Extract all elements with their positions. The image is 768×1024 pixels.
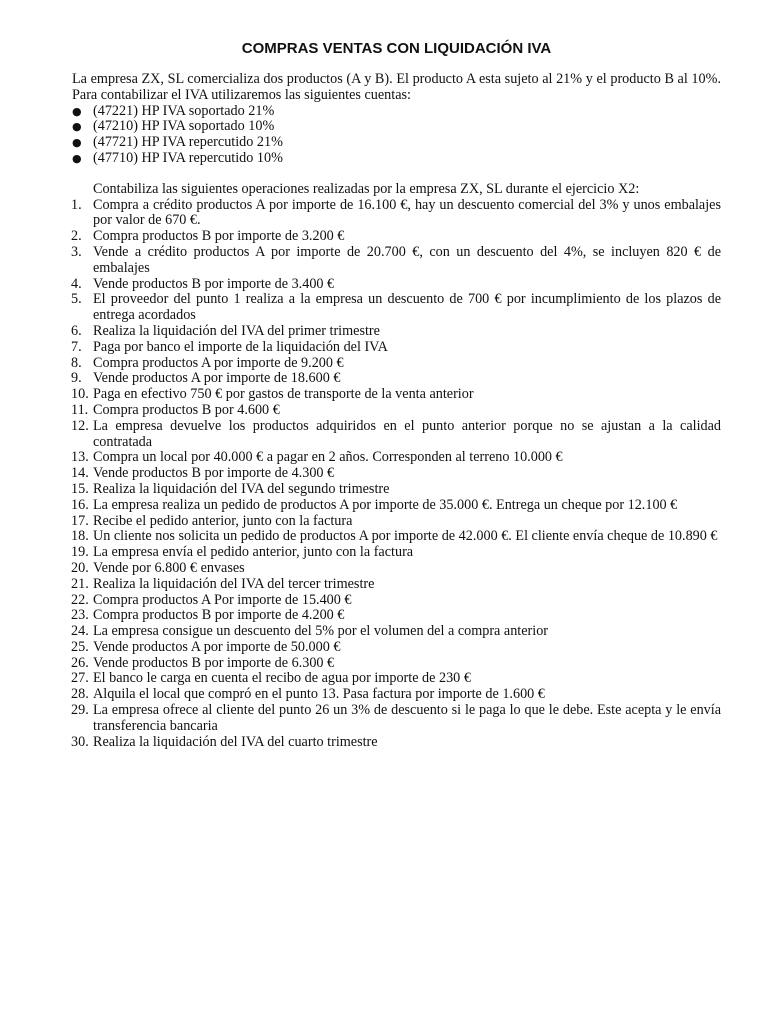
document-title: COMPRAS VENTAS CON LIQUIDACIÓN IVA — [241, 40, 552, 57]
operation-item — [72, 387, 721, 403]
operation-number: 15. — [71, 480, 89, 497]
operation-item — [72, 640, 721, 656]
operation-number: 18. — [71, 528, 89, 545]
operation-item — [72, 545, 721, 561]
operation-number: 11. — [71, 401, 89, 418]
operation-number: 4. — [71, 275, 82, 292]
operation-number: 10. — [71, 386, 89, 403]
operation-number: 25. — [71, 638, 89, 655]
operation-number: 14. — [71, 465, 89, 482]
operation-item — [72, 735, 721, 751]
account-label: (47210) HP IVA soportado 10% — [93, 118, 275, 135]
operation-item — [72, 324, 721, 340]
operation-item — [72, 229, 721, 245]
operation-text: La empresa envía el pedido anterior, junto con la factura — [93, 544, 414, 561]
operation-number: 19. — [71, 544, 89, 561]
intro-paragraph: La empresa ZX, SL comercializa dos productos (A y B). El producto A esta sujeto al 21% y el producto B al 10%. Para contabilizar el IVA utilizaremos las siguientes cuentas: — [72, 71, 721, 103]
operation-text: Vende productos A por importe de 50.000 € — [93, 638, 341, 655]
operation-number: 7. — [71, 338, 82, 355]
operation-text: Un cliente nos solicita un pedido de productos A por importe de 42.000 €. El cliente envía cheque de 10.890 € — [93, 528, 718, 545]
operation-number: 13. — [71, 449, 89, 466]
operation-number: 17. — [71, 512, 89, 529]
operation-text: Compra productos B por importe de 4.200 € — [93, 607, 345, 624]
bullet-icon: ● — [72, 151, 82, 165]
operation-number: 8. — [71, 354, 82, 371]
operation-text: Compra productos B por 4.600 € — [93, 401, 280, 418]
operation-item — [72, 703, 721, 735]
account-item — [72, 151, 721, 167]
operation-text: Vende a crédito productos A por importe de 20.700 €, con un descuento del 4%, se incluyen 820 € de embalajes — [93, 243, 721, 276]
operation-text: La empresa consigue un descuento del 5% por el volumen del a compra anterior — [93, 623, 549, 640]
account-item — [72, 135, 721, 151]
operation-item — [72, 356, 721, 372]
operation-number: 9. — [71, 370, 82, 387]
operation-text: Realiza la liquidación del IVA del tercer trimestre — [93, 575, 375, 592]
operation-text: Paga en efectivo 750 € por gastos de transporte de la venta anterior — [93, 386, 474, 403]
operation-number: 27. — [71, 670, 89, 687]
operation-item — [72, 529, 721, 545]
bullet-icon: ● — [72, 120, 82, 134]
operation-item — [72, 482, 721, 498]
operation-text: Compra productos A Por importe de 15.400 € — [93, 591, 352, 608]
operation-text: El banco le carga en cuenta el recibo de agua por importe de 230 € — [93, 670, 471, 687]
operation-number: 16. — [71, 496, 89, 513]
operation-item — [72, 292, 721, 324]
operation-text: Vende productos B por importe de 6.300 € — [93, 654, 335, 671]
operation-number: 28. — [71, 686, 89, 703]
document-page — [72, 40, 721, 750]
operation-item — [72, 577, 721, 593]
operation-text: El proveedor del punto 1 realiza a la empresa un descuento de 700 € por incumplimiento de los plazos de entrega acordados — [93, 291, 721, 324]
operation-number: 30. — [71, 733, 89, 750]
account-label: (47710) HP IVA repercutido 10% — [93, 149, 283, 166]
operation-text: Recibe el pedido anterior, junto con la factura — [93, 512, 353, 529]
operation-item — [72, 671, 721, 687]
operation-text: La empresa ofrece al cliente del punto 26 un 3% de descuento si le paga lo que le debe. Este acepta y le envía transferencia bancaria — [93, 702, 721, 734]
operation-number: 1. — [71, 196, 82, 213]
operation-number: 22. — [71, 591, 89, 608]
operation-number: 23. — [71, 607, 89, 624]
operation-item — [72, 198, 721, 230]
account-label: (47721) HP IVA repercutido 21% — [93, 134, 283, 151]
bullet-icon: ● — [72, 136, 82, 150]
operation-text: Compra a crédito productos A por importe de 16.100 €, hay un descuento comercial del 3% y unos embalajes por valor de 670 €. — [93, 196, 721, 229]
operation-number: 3. — [71, 243, 82, 260]
operation-item — [72, 656, 721, 672]
operation-item — [72, 498, 721, 514]
operation-number: 26. — [71, 654, 89, 671]
operation-text: Vende productos B por importe de 3.400 € — [93, 275, 335, 292]
operation-item — [72, 608, 721, 624]
bullet-icon: ● — [72, 104, 82, 118]
operation-text: Vende productos B por importe de 4.300 € — [93, 465, 335, 482]
operation-number: 20. — [71, 559, 89, 576]
operation-item — [72, 245, 721, 277]
operation-text: Realiza la liquidación del IVA del segundo trimestre — [93, 480, 390, 497]
operation-number: 29. — [71, 702, 89, 719]
operations-lead: Contabiliza las siguientes operaciones realizadas por la empresa ZX, SL durante el ejercicio X2: — [93, 180, 640, 197]
operation-text: Vende por 6.800 € envases — [93, 559, 245, 576]
operation-number: 2. — [71, 228, 82, 245]
operation-text: La empresa realiza un pedido de productos A por importe de 35.000 €. Entrega un cheque por 12.100 € — [93, 496, 678, 513]
account-label: (47221) HP IVA soportado 21% — [93, 102, 275, 119]
operation-text: Realiza la liquidación del IVA del primer trimestre — [93, 322, 380, 339]
operation-item — [72, 466, 721, 482]
accounts-list — [72, 104, 721, 167]
operation-item — [72, 450, 721, 466]
operation-item — [72, 624, 721, 640]
operation-item — [72, 593, 721, 609]
account-item — [72, 119, 721, 135]
operation-item — [72, 371, 721, 387]
operation-text: Alquila el local que compró en el punto 13. Pasa factura por importe de 1.600 € — [93, 686, 545, 703]
operation-item — [72, 403, 721, 419]
operation-item — [72, 419, 721, 451]
operation-number: 5. — [71, 291, 82, 308]
operation-item — [72, 277, 721, 293]
account-item — [72, 104, 721, 120]
operation-number: 21. — [71, 575, 89, 592]
operations-list — [72, 198, 721, 751]
operation-number: 12. — [71, 417, 89, 434]
operation-text: Compra un local por 40.000 € a pagar en 2 años. Corresponden al terreno 10.000 € — [93, 449, 563, 466]
operation-number: 24. — [71, 623, 89, 640]
operation-text: Compra productos A por importe de 9.200 € — [93, 354, 344, 371]
operation-item — [72, 340, 721, 356]
operation-item — [72, 514, 721, 530]
operation-item — [72, 687, 721, 703]
operation-text: Vende productos A por importe de 18.600 € — [93, 370, 341, 387]
operation-text: Compra productos B por importe de 3.200 € — [93, 228, 345, 245]
operation-text: Paga por banco el importe de la liquidación del IVA — [93, 338, 388, 355]
operation-item — [72, 561, 721, 577]
operation-text: La empresa devuelve los productos adquiridos en el punto anterior porque no se ajustan a la calidad contratada — [93, 417, 721, 450]
operation-text: Realiza la liquidación del IVA del cuarto trimestre — [93, 733, 378, 750]
operation-number: 6. — [71, 322, 82, 339]
